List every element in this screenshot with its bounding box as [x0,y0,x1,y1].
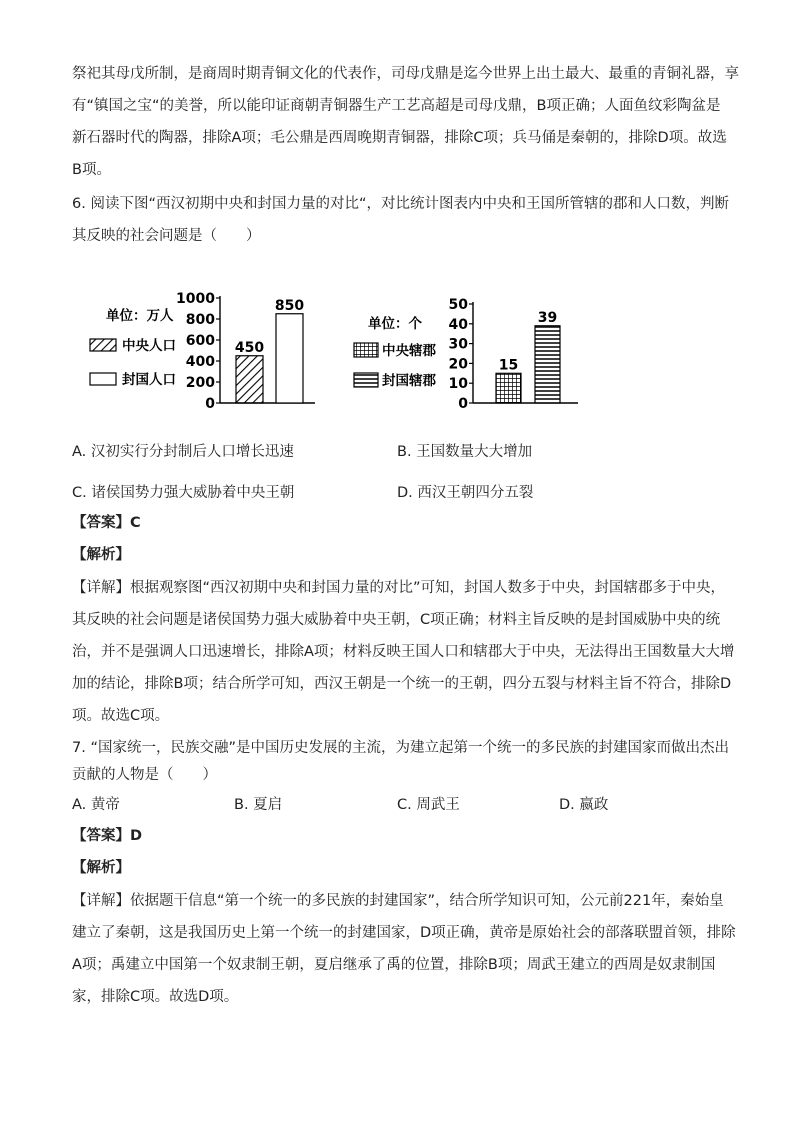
legend-swatch-central-commanderies [354,343,378,357]
q7-analysis-label: 【解析】 [72,860,130,876]
bar-label-central-population: 450 [234,339,265,356]
bar-central-population [236,356,263,403]
y-tick-label: 200 [185,375,215,391]
q6-detail-line: 其反映的社会问题是诸侯国势力强大威胁着中央王朝，C项正确；材料主旨反映的是封国威胁中央的统 [72,612,721,628]
q7-detail-line: 【详解】依据题干信息“第一个统一的多民族的封建国家”，结合所学知识可知，公元前221年，秦始皇 [72,893,724,909]
explanation-line: 新石器时代的陶器，排除A项；毛公鼎是西周晚期青铜器，排除C项；兵马俑是秦朝的，排除D项。故选 [72,130,727,146]
explanation-line: 有“镇国之宝“的美誉，所以能印证商朝青铜器生产工艺高超是司母戊鼎，B项正确；人面鱼纹彩陶盆是 [72,98,721,114]
legend-label-fief-population: 封国人口 [122,372,176,388]
bar-central-commanderies [496,373,521,403]
q6-detail-line: 加的结论，排除B项；结合所学可知，西汉王朝是一个统一的王朝，四分五裂与材料主旨不符合，排除D [72,676,732,692]
chart-population [90,291,315,412]
y-tick-label: 50 [448,297,468,313]
q6-option-a: A. 汉初实行分封制后人口增长迅速 [72,444,294,460]
legend-label-central-population: 中央人口 [122,338,176,354]
q7-stem-line: 7. “国家统一，民族交融”是中国历史发展的主流，为建立起第一个统一的多民族的封建国家而做出杰出 [72,740,729,756]
q6-detail-line: 项。故选C项。 [72,708,170,724]
q6-detail-line: 【详解】根据观察图“西汉初期中央和封国力量的对比”可知，封国人数多于中央，封国辖郡多于中央， [72,580,726,596]
y-tick-label: 30 [448,336,468,353]
chart1-unit-label: 单位：万人 [106,308,174,324]
q7-detail-line: A项；禹建立中国第一个奴隶制王朝，夏启继承了禹的位置，排除B项；周武王建立的西周是奴隶制国 [72,957,716,973]
legend-swatch-central-population [90,339,116,351]
y-tick-label: 20 [448,356,468,373]
q7-option-c: C. 周武王 [397,797,460,813]
q6-analysis-label: 【解析】 [72,547,130,563]
y-tick-label: 0 [458,396,468,412]
q6-option-c: C. 诸侯国势力强大威胁着中央王朝 [72,485,295,501]
y-tick-label: 400 [185,354,215,370]
y-tick-label: 800 [185,312,215,328]
q6-detail-line: 治，并不是强调人口迅速增长，排除A项；材料反映王国人口和辖郡大于中央，无法得出王国数量大大增 [72,644,735,660]
q7-detail-line: 建立了秦朝，这是我国历史上第一个统一的封建国家，D项正确，黄帝是原始社会的部落联盟首领，排除 [72,925,736,941]
q6-stem-line: 其反映的社会问题是（ ） [72,228,261,244]
bar-fief-population [276,314,303,403]
y-tick-label: 10 [448,376,468,393]
chart-commanderies [354,297,578,412]
legend-label-central-commanderies: 中央辖郡 [382,343,436,359]
q7-stem-line: 贡献的人物是（ ） [72,767,217,783]
q6-answer: 【答案】C [72,515,141,531]
bar-fief-commanderies [535,326,560,403]
q6-figure [0,290,794,420]
explanation-line: B项。 [72,162,111,178]
y-tick-label: 600 [185,333,215,349]
q7-detail-line: 家，排除C项。故选D项。 [72,989,239,1005]
bar-label-central-commanderies: 15 [498,357,519,374]
y-tick-label: 1000 [176,291,215,307]
chart2-unit-label: 单位：个 [368,316,422,332]
q7-option-d: D. 嬴政 [559,797,609,813]
y-tick-label: 0 [205,396,215,412]
legend-label-fief-commanderies: 封国辖郡 [382,373,436,389]
q7-option-b: B. 夏启 [234,797,283,813]
legend-swatch-fief-commanderies [354,373,378,387]
bar-label-fief-commanderies: 39 [537,309,558,326]
q6-option-d: D. 西汉王朝四分五裂 [397,485,534,501]
q6-option-b: B. 王国数量大大增加 [397,444,533,460]
explanation-line: 祭祀其母戊所制，是商周时期青铜文化的代表作，司母戊鼎是迄今世界上出土最大、最重的青铜礼器，享 [72,66,739,82]
y-tick-label: 40 [448,316,468,333]
q7-option-a: A. 黄帝 [72,797,120,813]
q7-answer: 【答案】D [72,828,143,844]
legend-swatch-fief-population [90,373,116,385]
bar-label-fief-population: 850 [274,297,305,314]
q6-stem-line: 6. 阅读下图“西汉初期中央和封国力量的对比“，对比统计图表内中央和王国所管辖的郡和人口数，判断 [72,196,729,212]
